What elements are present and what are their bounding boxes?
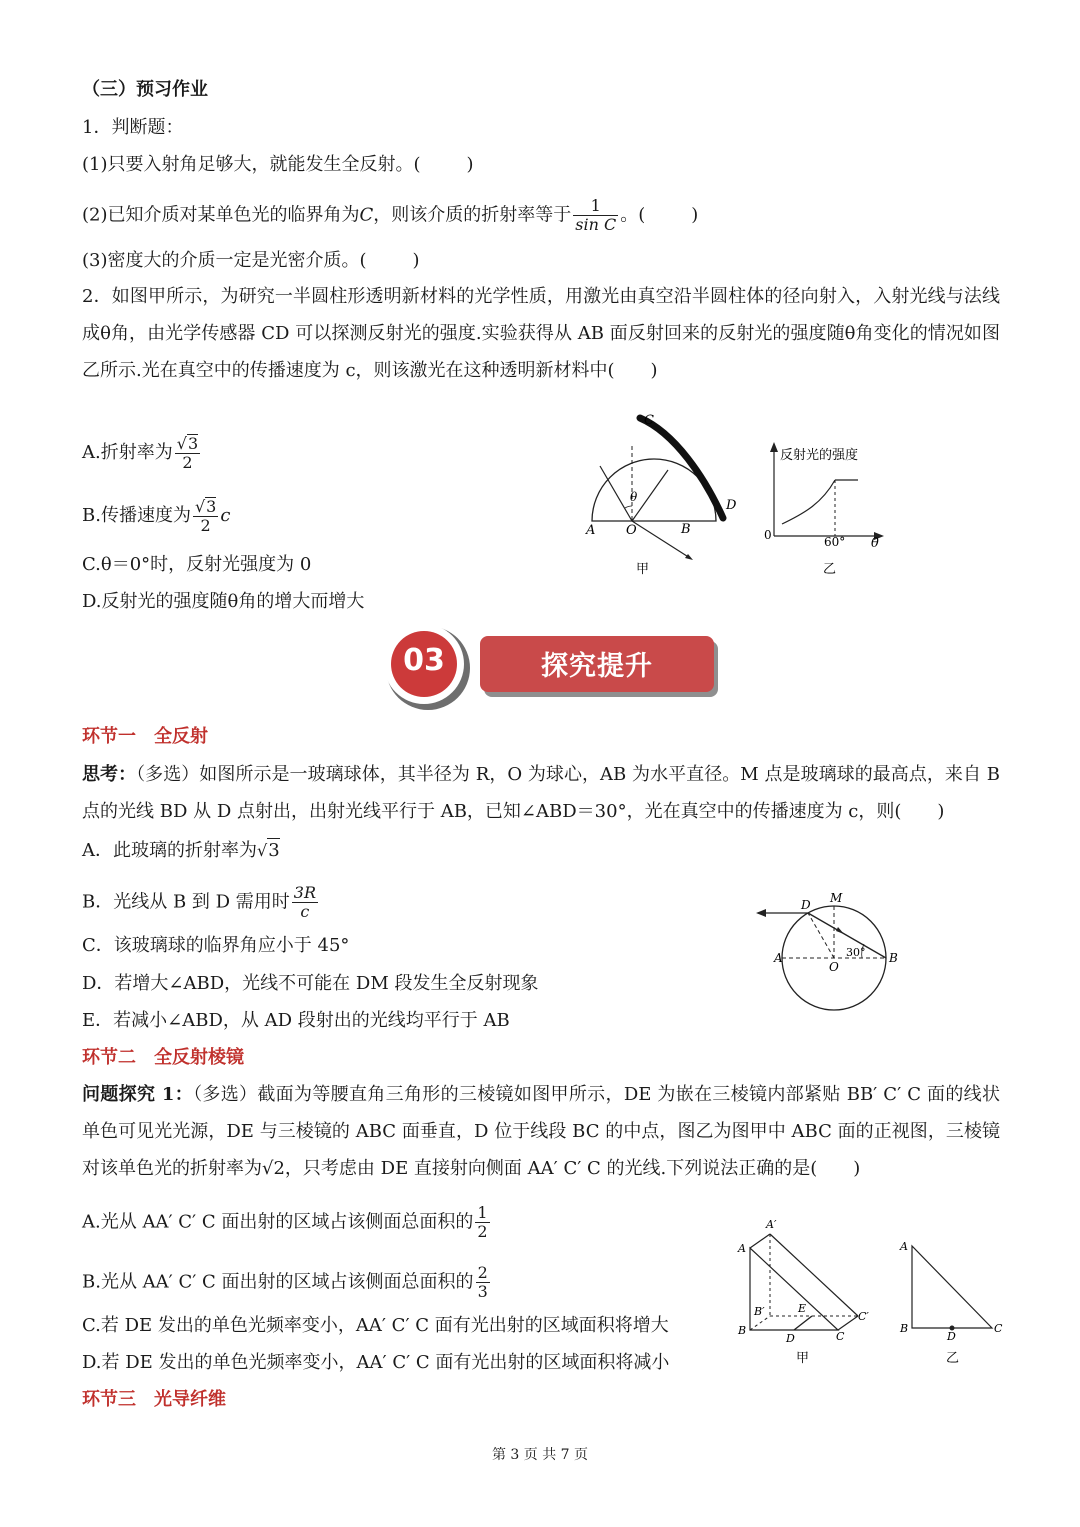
caption-yi: 乙 xyxy=(946,1351,960,1366)
label-C-prime: C′ xyxy=(858,1310,869,1323)
label-E: E xyxy=(798,1302,807,1315)
label-C: C xyxy=(994,1322,1003,1335)
caption-jia: 甲 xyxy=(796,1351,810,1366)
judge-item-2: (2)已知介质对某单色光的临界角为C，则该介质的折射率等于 $\frac{1}{\text{sin C}}$ 。( ) xyxy=(82,196,699,234)
figure-yi-graph xyxy=(760,438,890,580)
label-M: M xyxy=(830,891,843,905)
link1-option-c: C．该玻璃球的临界角应小于 45° xyxy=(82,935,350,956)
label-D: D xyxy=(947,1330,956,1343)
link1-option-b: B．光线从 B 到 D 需用时 $\frac{3R}{c}$ xyxy=(82,883,317,921)
label-B: B xyxy=(681,522,691,537)
figure-jia-semicircle xyxy=(580,408,750,580)
q2-option-d: D.反射光的强度随θ角的增大而增大 xyxy=(82,591,365,612)
judge-item-1: (1)只要入射角足够大，就能发生全反射。( ) xyxy=(82,154,474,175)
graph-ylabel: 反射光的强度 xyxy=(780,448,859,463)
label-B: B xyxy=(738,1324,747,1337)
label-D: D xyxy=(726,498,737,513)
q2-option-c: C.θ＝0°时，反射光强度为 0 xyxy=(82,554,312,575)
judge-item-3: (3)密度大的介质一定是光密介质。( ) xyxy=(82,250,420,271)
graph-xlabel: θ xyxy=(871,536,879,551)
caption-yi: 乙 xyxy=(823,562,837,577)
label-A: A xyxy=(738,1242,746,1255)
label-C: C xyxy=(644,413,654,428)
question-2-stem: 2．如图甲所示，为研究一半圆柱形透明新材料的光学性质，用激光由真空沿半圆柱体的径向射入，入射光线与法线成θ角，由光学传感器 CD 可以探测反射光的强度.实验获得从 AB 面反射回来的反射光的强度随θ角变化的情况如图乙所示.光在真空中的传播速度为 c，则该激光在这种透明新材料中( ) xyxy=(82,286,1000,381)
section-heading: （三）预习作业 xyxy=(82,79,208,100)
label-A: A xyxy=(586,523,596,538)
link-1-stem: 思考：（多选）如图所示是一玻璃球体，其半径为 R，O 为球心，AB 为水平直径。M 点是玻璃球的最高点，来自 B 点的光线 BD 从 D 点射出，出射光线平行于 AB，已知∠ABD＝30°，光在真空中的传播速度为 c，则( ) xyxy=(82,764,1000,822)
figure-prism-jia xyxy=(732,1212,877,1367)
label-angle-30: 30° xyxy=(846,946,866,959)
question-1-title: 1．判断题： xyxy=(82,117,184,138)
figure-glass-sphere xyxy=(748,888,908,1013)
label-C: C xyxy=(836,1330,845,1343)
page-footer: 第 3 页 共 7 页 xyxy=(491,1447,589,1463)
fraction-1-over-sinC: $\frac{1}{\text{sin C}}$ xyxy=(575,196,617,234)
link-1-heading: 环节一 全反射 xyxy=(82,726,208,747)
label-D: D xyxy=(786,1332,795,1345)
caption-jia: 甲 xyxy=(636,562,650,577)
label-B: B xyxy=(900,1322,909,1335)
link2-option-a: A.光从 AA′ C′ C 面出射的区域占该侧面总面积的 $\frac{1}{2}$ xyxy=(82,1203,488,1241)
label-O: O xyxy=(829,960,839,974)
label-A-prime: A′ xyxy=(766,1218,777,1231)
label-B-prime: B′ xyxy=(754,1305,765,1318)
q2-option-a: A.折射率为 $\frac{√3}{2}$ xyxy=(82,434,199,472)
label-O: O xyxy=(626,523,637,538)
link-2-heading: 环节二 全反射棱镜 xyxy=(82,1047,244,1068)
figure-triangle-yi xyxy=(896,1236,1011,1368)
label-D: D xyxy=(801,898,811,912)
banner-title: 探究提升 xyxy=(541,651,653,682)
banner-number: 03 xyxy=(403,643,445,678)
link2-option-d: D.若 DE 发出的单色光频率变小，AA′ C′ C 面有光出射的区域面积将减小 xyxy=(82,1352,670,1373)
label-B: B xyxy=(889,951,898,965)
link2-option-b: B.光从 AA′ C′ C 面出射的区域占该侧面总面积的 $\frac{2}{3}$ xyxy=(82,1263,488,1301)
label-A: A xyxy=(900,1240,908,1253)
link1-option-d: D．若增大∠ABD，光线不可能在 DM 段发生全反射现象 xyxy=(82,973,539,994)
label-A: A xyxy=(774,951,783,965)
graph-origin: 0 xyxy=(764,528,772,542)
link1-option-e: E．若减小∠ABD，从 AD 段射出的光线均平行于 AB xyxy=(82,1010,510,1031)
link-2-stem: 问题探究 1：（多选）截面为等腰直角三角形的三棱镜如图甲所示，DE 为嵌在三棱镜内部紧贴 BB′ C′ C 面的线状单色可见光光源，DE 与三棱镜的 ABC 面垂直，D 位于线段 BC 的中点，图乙为图甲中 ABC 面的正视图，三棱镜对该单色光的折射率为√2，只考虑由 DE 直接射向侧面 AA′ C′ C 的光线.下列说法正确的是( ) xyxy=(82,1084,1000,1179)
label-theta: θ xyxy=(630,490,638,504)
link2-option-c: C.若 DE 发出的单色光频率变小，AA′ C′ C 面有光出射的区域面积将增大 xyxy=(82,1315,669,1336)
link1-option-a: A．此玻璃的折射率为√3 xyxy=(82,840,280,861)
link-3-heading: 环节三 光导纤维 xyxy=(82,1389,226,1410)
q2-option-b: B.传播速度为 $\frac{√3}{2}$ c xyxy=(82,497,231,535)
graph-tick-60: 60° xyxy=(824,535,846,549)
